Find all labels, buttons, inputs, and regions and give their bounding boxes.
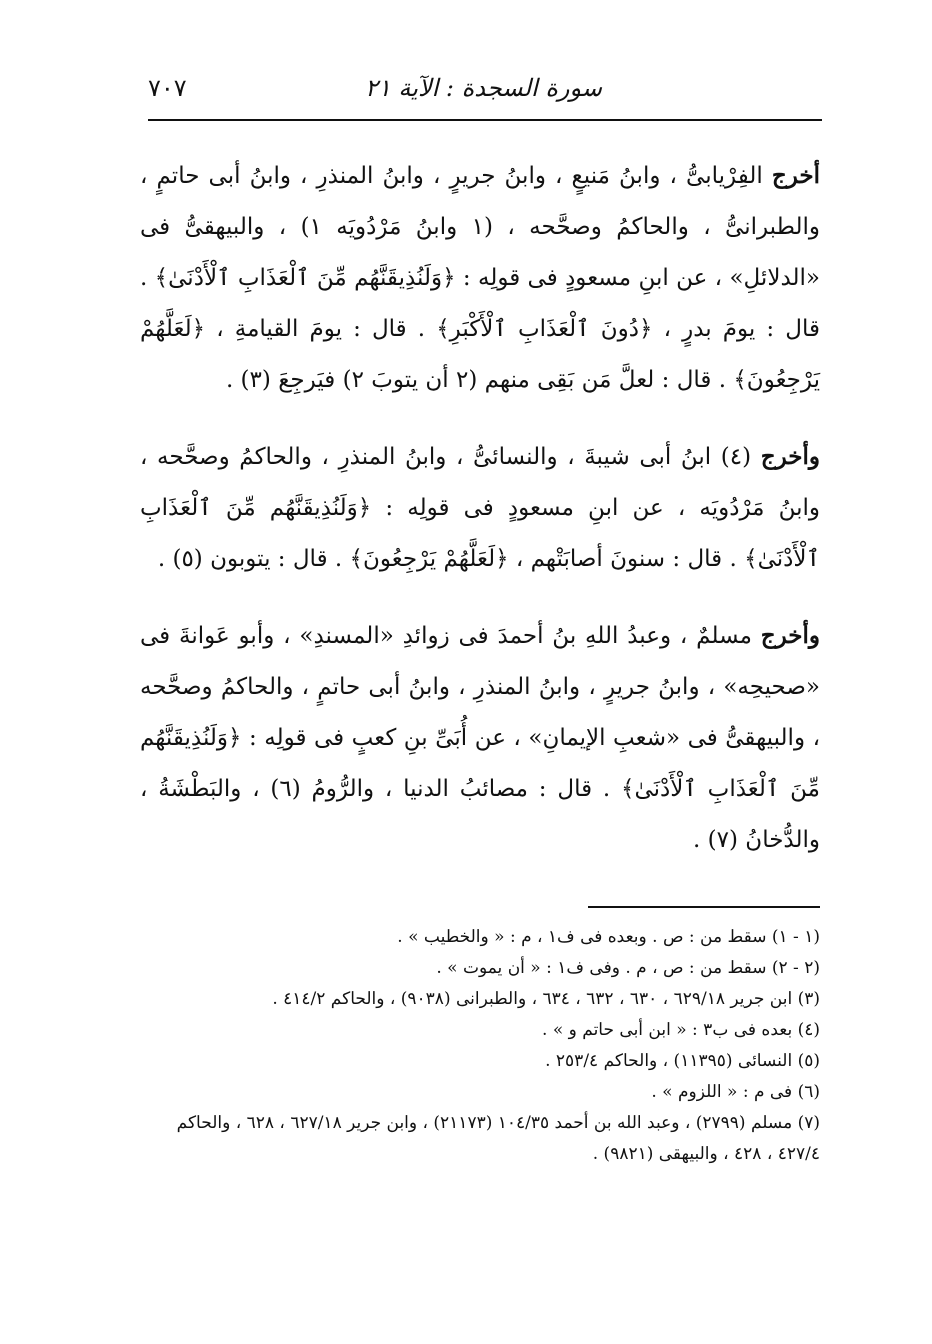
paragraph-lead: وأخرج <box>760 443 820 470</box>
footnote-5: (٥) النسائى (١١٣٩٥) ، والحاكم ٢٥٣/٤ . <box>545 1051 820 1071</box>
header-rule <box>148 119 822 121</box>
footnote-7: (٧) مسلم (٢٧٩٩) ، وعبد الله بن أحمد ١٠٤/٣٥ (٢١١٧٣) ، وابن جرير ٦٢٧/١٨ ، ٦٢٨ ، والحاكم ٤٢٧/٤ ، ٤٢٨ ، والبيهقى (٩٨٢١) . <box>176 1113 820 1164</box>
page-number: ٧٠٧ <box>148 74 187 102</box>
footnote-3: (٣) ابن جرير ٦٢٩/١٨ ، ٦٣٠ ، ٦٣٢ ، ٦٣٤ ، والطبرانى (٩٠٣٨) ، والحاكم ٤١٤/٢ . <box>272 989 820 1009</box>
running-title: سورة السجدة : الآية ٢١ <box>364 74 602 102</box>
footnote-rule <box>588 906 820 908</box>
paragraph-text: الفِرْيابىُّ ، وابنُ مَنيعٍ ، وابنُ جريرٍ ، وابنُ المنذرِ ، وابنُ أبى حاتمٍ ، والطبرانىُّ ، والحاكمُ وصحَّحه ، (١ وابنُ مَرْدُويَه ١) ، والبيهقىُّ فى «الدلائلِ» ، عن ابنِ مسعودٍ فى قولِه : ﴿وَلَنُذِيقَنَّهُم مِّنَ ٱلْعَذَابِ ٱلْأَدْنَىٰ﴾ . قال : يومَ بدرٍ ، ﴿دُونَ ٱلْعَذَابِ ٱلْأَكْبَرِ﴾ . قال : يومَ القيامةِ ، ﴿لَعَلَّهُمْ يَرْجِعُونَ﴾ . قال : لعلَّ مَن بَقِى منهم (٢ أن يتوبَ ٢) فيَرجِعَ (٣) . <box>140 163 820 393</box>
footnote-2: (٢ - ٢) سقط من : ص ، م . وفى ف١ : « أن يموت » . <box>436 958 820 978</box>
footnote-1: (١ - ١) سقط من : ص . وبعده فى ف١ ، م : « والخطيب » . <box>397 927 820 947</box>
paragraph-text: (٤) ابنُ أبى شيبةَ ، والنسائىُّ ، وابنُ المنذرِ ، والحاكمُ وصحَّحه ، وابنُ مَرْدُويَه ، عن ابنِ مسعودٍ فى قولِه : ﴿وَلَنُذِيقَنَّهُم مِّنَ ٱلْعَذَابِ ٱلْأَدْنَىٰ﴾ . قال : سنونَ أصابَتْهم ، ﴿لَعَلَّهُمْ يَرْجِعُونَ﴾ . قال : يتوبون (٥) . <box>140 444 820 572</box>
paragraph-1 <box>140 150 820 406</box>
paragraph-lead: أخرج <box>771 162 820 189</box>
paragraph-2 <box>140 431 820 585</box>
page-header <box>148 70 822 110</box>
footnote-6: (٦) فى م : « اللزوم » . <box>651 1082 820 1102</box>
paragraph-text: مسلمٌ ، وعبدُ اللهِ بنُ أحمدَ فى زوائدِ «المسندِ» ، وأبو عَوانةَ فى «صحيحِه» ، وابنُ جريرٍ ، وابنُ المنذرِ ، وابنُ أبى حاتمٍ ، والحاكمُ وصحَّحه ، والبيهقىُّ فى «شعبِ الإيمانِ» ، عن أُبَىِّ بنِ كعبٍ فى قولِه : ﴿وَلَنُذِيقَنَّهُم مِّنَ ٱلْعَذَابِ ٱلْأَدْنَىٰ﴾ . قال : مصائبُ الدنيا ، والرُّومُ (٦) ، والبَطْشَةُ ، والدُّخانُ (٧) . <box>140 623 821 853</box>
paragraph-lead: وأخرج <box>760 622 820 649</box>
paragraph-3 <box>140 610 820 866</box>
footnotes <box>140 922 820 1170</box>
body-text <box>140 150 820 891</box>
footnote-4: (٤) بعده فى ب٣ : « ابن أبى حاتم و » . <box>542 1020 820 1040</box>
